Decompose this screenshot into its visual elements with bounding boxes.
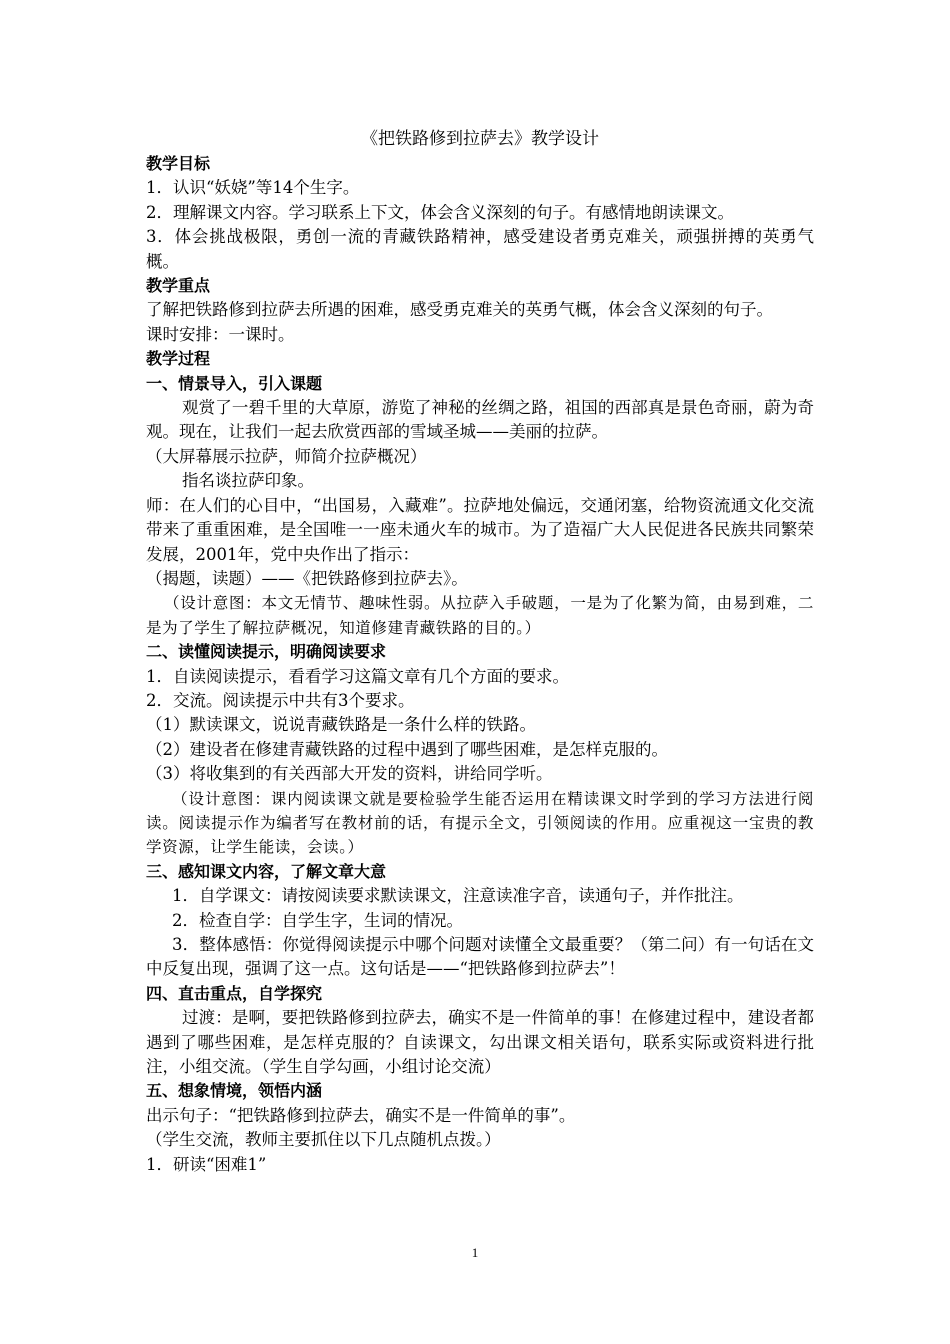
part3-item: 3．整体感悟：你觉得阅读提示中哪个问题对读懂全文最重要？（第二问）有一句话在文中反复出现，强调了这一点。这句话是——“把铁路修到拉萨去”！ bbox=[146, 935, 814, 979]
part2-item: 1．自读阅读提示，看看学习这篇文章有几个方面的要求。 bbox=[146, 666, 569, 686]
part2-item: （3）将收集到的有关西部大开发的资料，讲给同学听。 bbox=[146, 764, 553, 784]
part3-item: 2．检查自学：自学生字，生词的情况。 bbox=[172, 910, 463, 930]
goal-item: 3．体会挑战极限，勇创一流的青藏铁路精神，感受建设者勇克难关，顽强拼搏的英勇气概。 bbox=[146, 227, 814, 271]
page-number: 1 bbox=[471, 1245, 479, 1260]
goals-heading: 教学目标 bbox=[146, 154, 211, 173]
part5-paragraph: 1．研读“困难1” bbox=[146, 1154, 267, 1174]
part3-item: 1．自学课文：请按阅读要求默读课文，注意读准字音，读通句子，并作批注。 bbox=[172, 886, 744, 906]
part4-heading: 四、直击重点，自学探究 bbox=[146, 983, 323, 1003]
part3-heading: 三、感知课文内容，了解文章大意 bbox=[146, 861, 387, 881]
part4-paragraph: 过渡：是啊，要把铁路修到拉萨去，确实不是一件简单的事！在修建过程中，建设者都遇到了哪些困难，是怎样克服的？自读课文，勾出课文相关语句，联系实际或资料进行批注，小组交流。（学生自学勾画，小组讨论交流） bbox=[146, 1008, 814, 1077]
focus-text: 了解把铁路修到拉萨去所遇的困难，感受勇克难关的英勇气概，体会含义深刻的句子。 bbox=[146, 300, 773, 320]
goal-item: 2．理解课文内容。学习联系上下文，体会含义深刻的句子。有感情地朗读课文。 bbox=[146, 202, 734, 222]
part2-item: 2．交流。阅读提示中共有3个要求。 bbox=[146, 690, 415, 710]
goal-item: 1．认识“妖娆”等14个生字。 bbox=[146, 178, 360, 198]
part5-heading: 五、想象情境，领悟内涵 bbox=[146, 1081, 323, 1101]
part2-item: （1）默读课文，说说青藏铁路是一条什么样的铁路。 bbox=[146, 715, 536, 735]
part5-paragraph: （学生交流，教师主要抓住以下几点随机点拨。） bbox=[146, 1130, 501, 1150]
part1-heading: 一、情景导入，引入课题 bbox=[146, 373, 323, 393]
design-intent-note: （设计意图：课内阅读课文就是要检验学生能否运用在精读课文时学到的学习方法进行阅读。阅读提示作为编者写在教材前的话，有提示全文，引领阅读的作用。应重视这一宝贵的教学资源，让学生能读，会读。） bbox=[146, 789, 814, 857]
document-title: 《把铁路修到拉萨去》教学设计 bbox=[361, 129, 599, 149]
focus-heading: 教学重点 bbox=[146, 276, 211, 296]
schedule-text: 课时安排：一课时。 bbox=[146, 324, 295, 344]
part1-paragraph: 师：在人们的心目中，“出国易，入藏难”。拉萨地处偏远，交通闭塞，给物资流通文化交流带来了重重困难，是全国唯一一座未通火车的城市。为了造福广大人民促进各民族共同繁荣发展，2001年，党中央作出了指示： bbox=[146, 495, 814, 564]
document-body bbox=[146, 126, 814, 1177]
design-intent-note: （设计意图：本文无情节、趣味性弱。从拉萨入手破题，一是为了化繁为简，由易到难，二是为了学生了解拉萨概况，知道修建青藏铁路的目的。） bbox=[146, 594, 814, 637]
part2-heading: 二、读懂阅读提示，明确阅读要求 bbox=[146, 642, 387, 662]
part1-paragraph: 观赏了一碧千里的大草原，游览了神秘的丝绸之路，祖国的西部真是景色奇丽，蔚为奇观。现在，让我们一起去欣赏西部的雪域圣城——美丽的拉萨。 bbox=[146, 398, 814, 442]
part1-paragraph: 指名谈拉萨印象。 bbox=[182, 471, 314, 491]
part1-paragraph: （揭题，读题）——《把铁路修到拉萨去》。 bbox=[146, 568, 468, 588]
process-heading: 教学过程 bbox=[146, 349, 211, 369]
part1-paragraph: （大屏幕展示拉萨，师简介拉萨概况） bbox=[146, 446, 427, 466]
part2-item: （2）建设者在修建青藏铁路的过程中遇到了哪些困难，是怎样克服的。 bbox=[146, 739, 668, 759]
part5-paragraph: 出示句子：“把铁路修到拉萨去，确实不是一件简单的事”。 bbox=[146, 1105, 576, 1125]
